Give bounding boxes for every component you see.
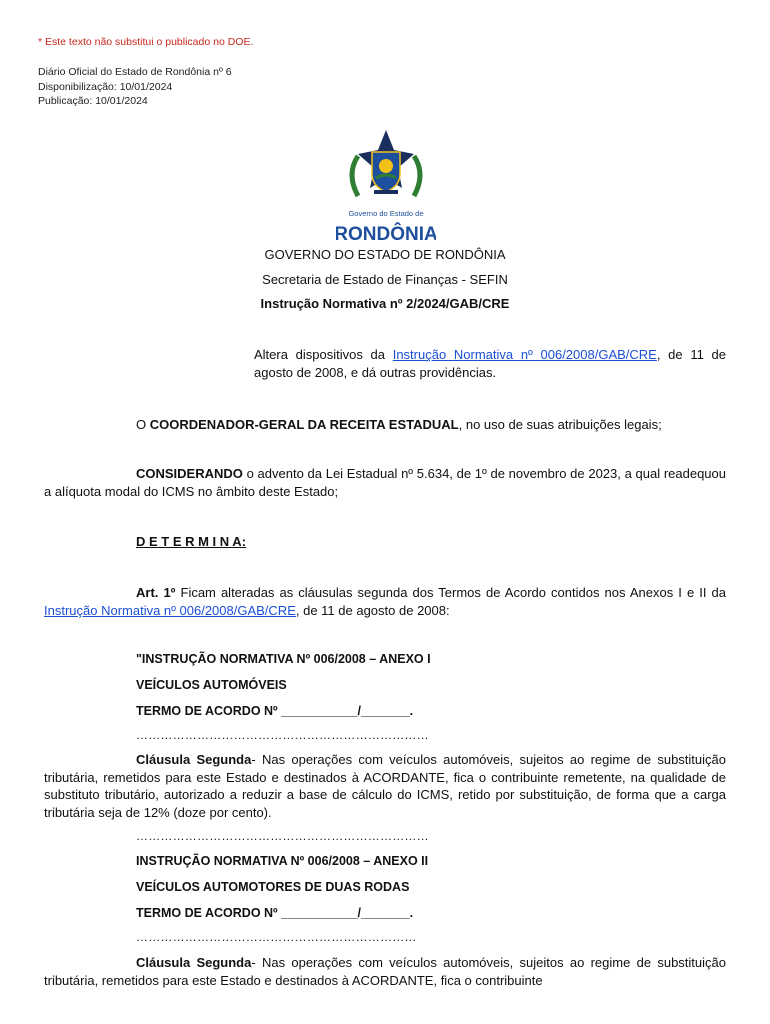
anexo2-clausula-paragraph — [44, 954, 726, 990]
coordenador-bold: COORDENADOR-GERAL DA RECEITA ESTADUAL — [149, 417, 459, 432]
diario-oficial-line: Diário Oficial do Estado de Rondônia nº 6 — [38, 66, 232, 78]
anexo1-clausula-paragraph — [44, 751, 726, 821]
anexo2-subtitle: VEÍCULOS AUTOMOTORES DE DUAS RODAS — [136, 880, 410, 894]
anexo1-dots: ……………………………………………………………… — [136, 728, 429, 742]
art1-text: Ficam alteradas as cláusulas segunda dos Termos de Acordo contidos nos Anexos I e II da — [175, 585, 726, 600]
ementa-text: Altera dispositivos da — [254, 347, 393, 362]
secretaria-heading: Secretaria de Estado de Finanças - SEFIN — [262, 272, 508, 287]
ementa-text-end: , de 11 de agosto de 2008, e dá outras providências. — [254, 347, 726, 380]
publicacao-date: Publicação: 10/01/2024 — [38, 95, 148, 107]
determina-heading: D E T E R M I N A: — [136, 534, 247, 549]
governo-heading: GOVERNO DO ESTADO DE RONDÔNIA — [264, 247, 506, 262]
art1-text-end: , de 11 de agosto de 2008: — [295, 602, 450, 618]
instrucao-006-link-art1[interactable]: Instrução Normativa nº 006/2008/GAB/CRE — [44, 602, 296, 618]
coordenador-paragraph — [136, 416, 736, 434]
anexo2-termo: TERMO DE ACORDO Nº ___________/_______. — [136, 906, 414, 920]
coat-of-arms-icon — [336, 126, 436, 244]
anexo2-title: INSTRUÇÃO NORMATIVA Nº 006/2008 – ANEXO II — [136, 854, 429, 868]
anexo1-subtitle: VEÍCULOS AUTOMÓVEIS — [136, 678, 287, 692]
disclaimer-note: * Este texto não substitui o publicado no DOE. — [38, 36, 254, 48]
logo-small-text: Governo do Estado de — [348, 209, 424, 218]
anexo1-clausula-text: - Nas operações com veículos automóveis, sujeitos ao regime de substituição tributária, remetidos para este Estado e destinados à ACORDANTE, fica o contribuinte remetente, na qualidade de substituto tributário, autorizado a reduzir a base de cálculo do ICMS, retido por substituição, de forma que a carga tributária seja de 12% (doze por cento). — [44, 752, 726, 820]
anexo2-clausula-text: - Nas operações com veículos automóveis, sujeitos ao regime de substituição tributária, remetidos para este Estado e destinados à ACORDANTE, fica o contribuinte — [44, 955, 726, 988]
anexo1-title: "INSTRUÇÃO NORMATIVA Nº 006/2008 – ANEXO I — [136, 652, 431, 666]
anexo1-dots-end: ……………………………………………………………… — [136, 829, 429, 843]
rondonia-coat-of-arms-logo — [336, 126, 436, 244]
anexo2-dots: …………………………………………………………… — [136, 930, 417, 944]
art1-paragraph — [44, 584, 726, 619]
anexo1-clausula-bold: Cláusula Segunda — [136, 752, 252, 767]
considerando-paragraph — [44, 465, 726, 500]
considerando-bold: CONSIDERANDO — [136, 466, 243, 481]
instrucao-title: Instrução Normativa nº 2/2024/GAB/CRE — [260, 296, 510, 311]
anexo2-clausula-bold: Cláusula Segunda — [136, 955, 252, 970]
considerando-text: o advento da Lei Estadual nº 5.634, de 1º de novembro de 2023, a qual readequou a alíquota modal do ICMS no âmbito deste Estado; — [44, 466, 726, 499]
coordenador-text: , no uso de suas atribuições legais; — [458, 417, 662, 432]
instrucao-006-link[interactable]: Instrução Normativa nº 006/2008/GAB/CRE — [392, 347, 657, 362]
ementa-paragraph — [254, 346, 726, 381]
art1-bold: Art. 1º — [136, 585, 176, 600]
coordenador-pre: O — [136, 417, 150, 432]
logo-rondonia-text: RONDÔNIA — [336, 224, 436, 244]
disponibilizacao-date: Disponibilização: 10/01/2024 — [38, 81, 173, 93]
anexo1-termo: TERMO DE ACORDO Nº ___________/_______. — [136, 704, 414, 718]
